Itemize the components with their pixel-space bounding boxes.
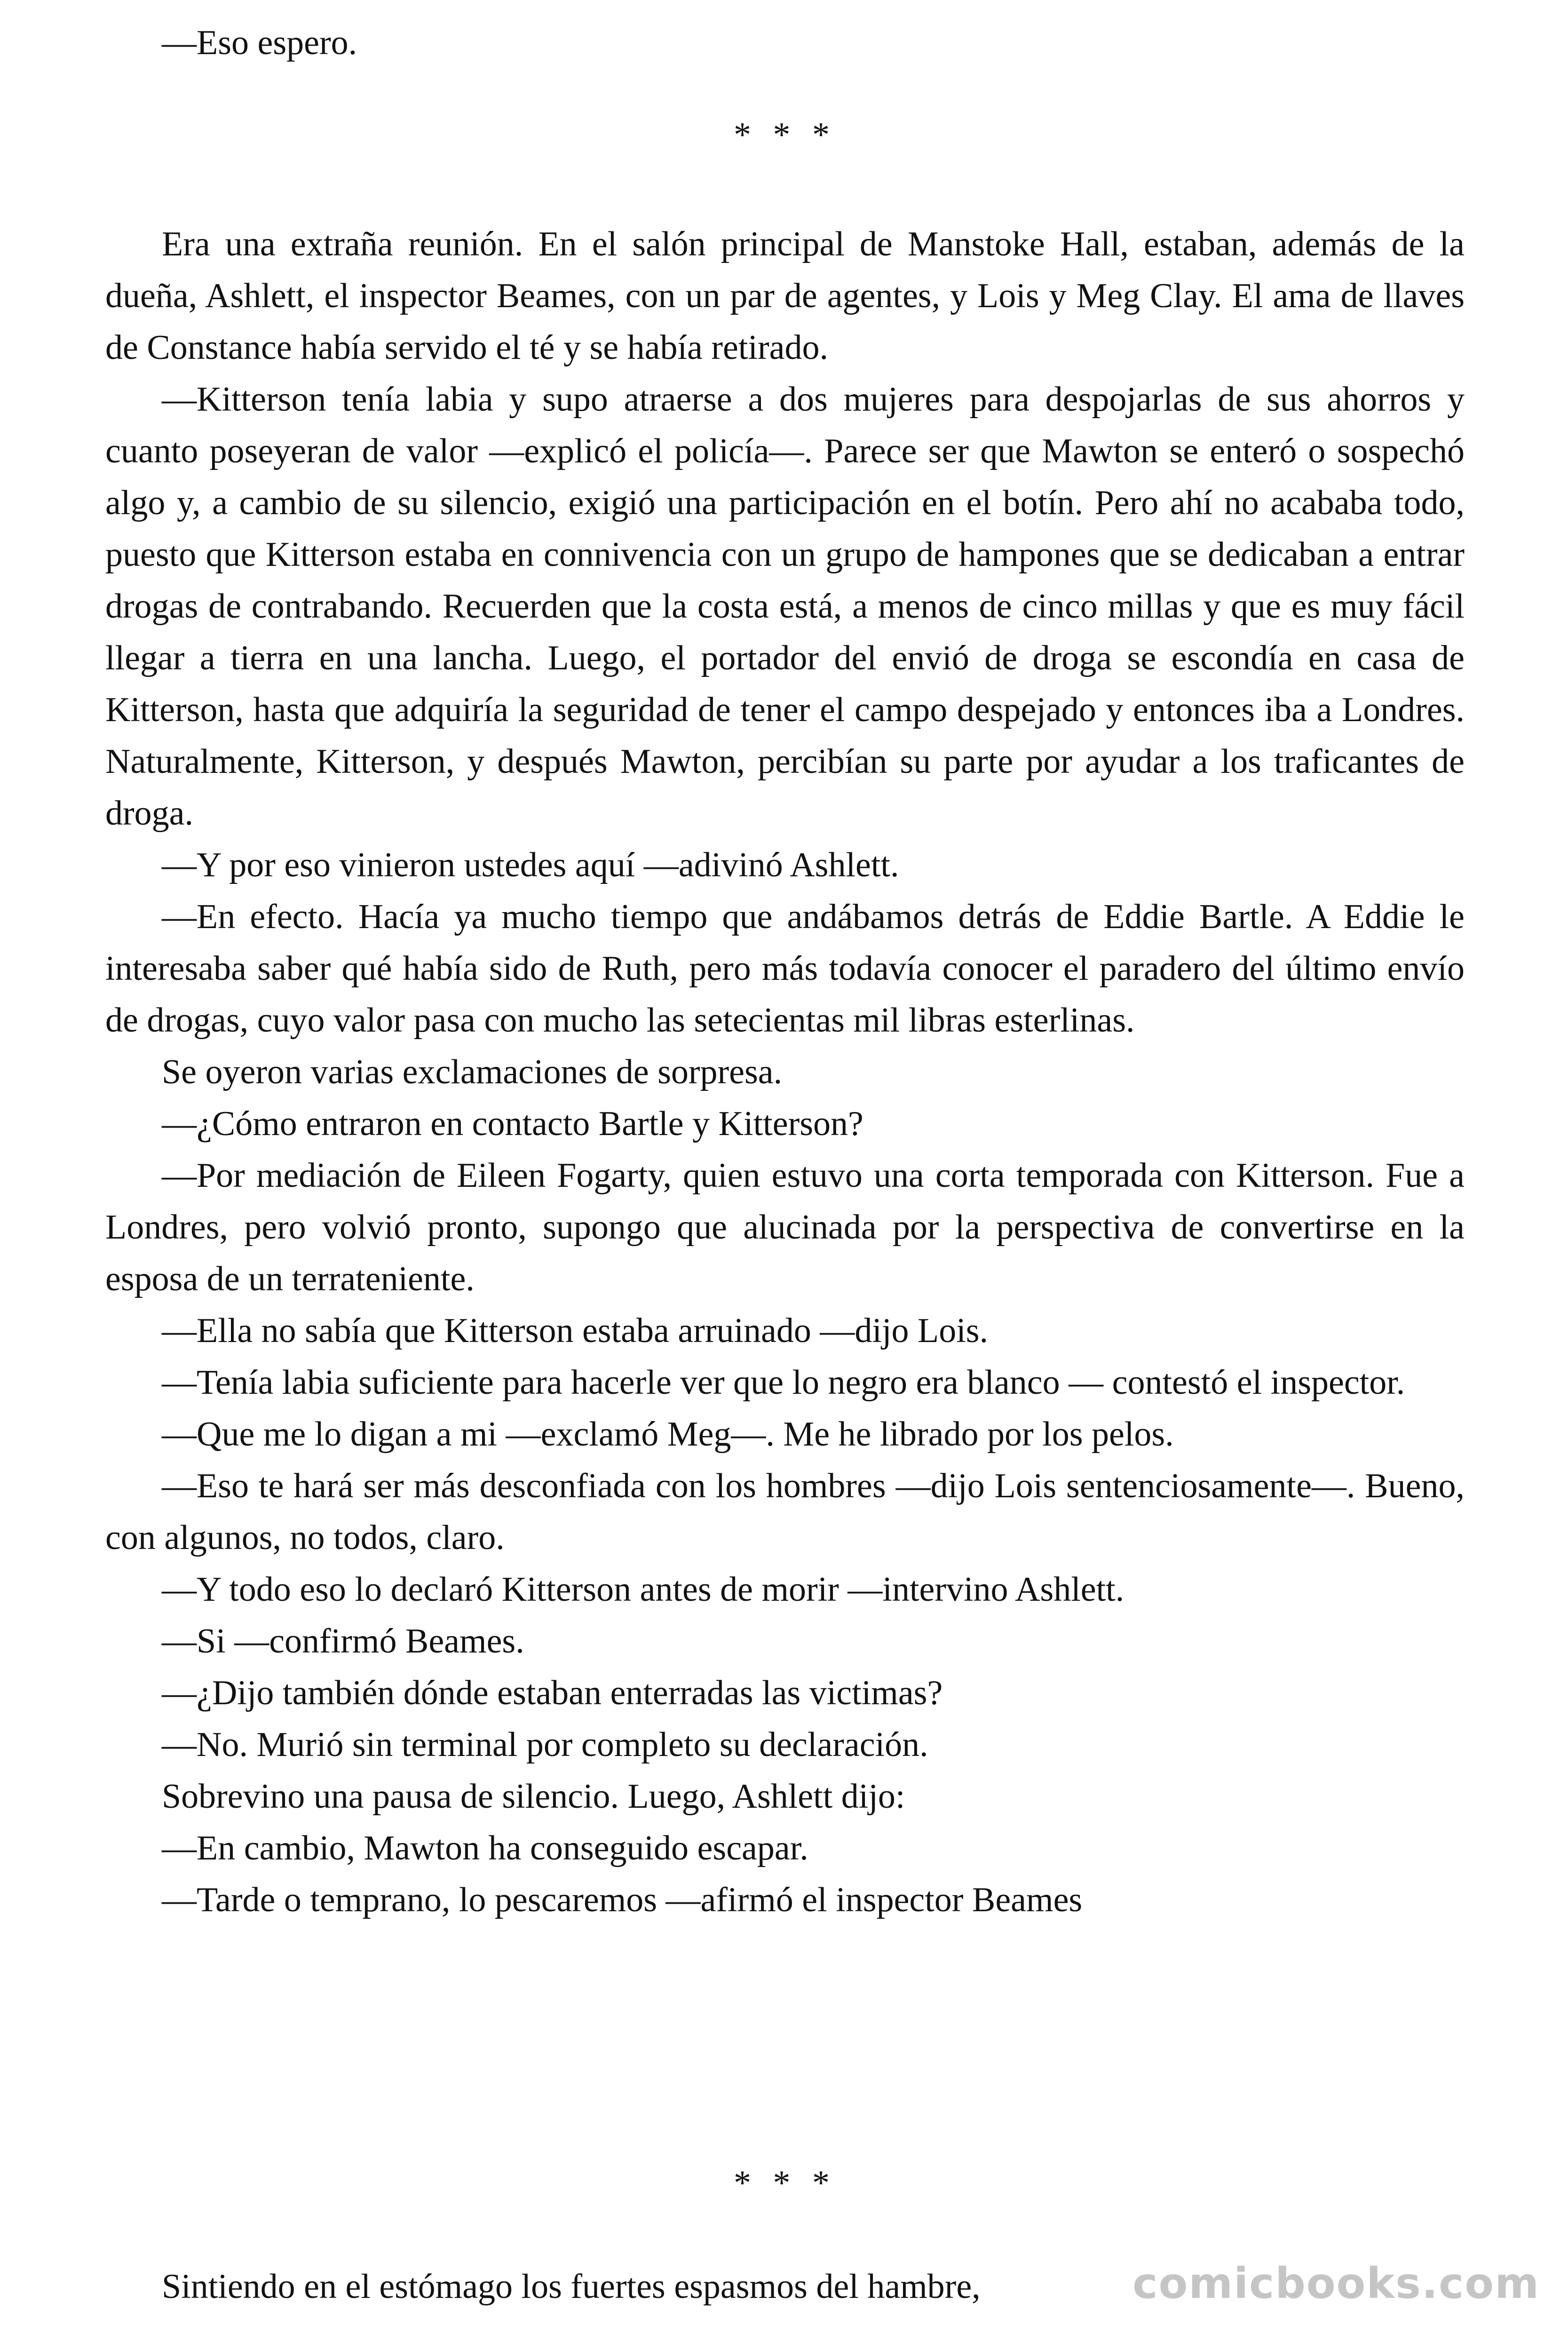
paragraph: —Por mediación de Eileen Fogarty, quien estuvo una corta temporada con Kitterson. Fue a Londres, pero volvió pronto, supongo que alucinada por la perspectiva de convertirse en la esposa de un terrateniente.: [105, 1156, 1465, 1298]
paragraph: —Tarde o temprano, lo pescaremos —afirmó el inspector Beames: [162, 1881, 1083, 1919]
paragraph: —Y todo eso lo declaró Kitterson antes de morir —intervino Ashlett.: [162, 1570, 1125, 1609]
paragraph: —En cambio, Mawton ha conseguido escapar.: [162, 1829, 808, 1867]
watermark: comicbooks.com: [1132, 2259, 1540, 2308]
paragraph: —En efecto. Hacía ya mucho tiempo que andábamos detrás de Eddie Bartle. A Eddie le interesaba saber qué había sido de Ruth, pero más todavía conocer el paradero del último envío de drogas, cuyo valor pasa con mucho las setecientas mil libras esterlinas.: [105, 898, 1465, 1040]
paragraph: —Que me lo digan a mi —exclamó Meg—. Me he librado por los pelos.: [162, 1415, 1174, 1454]
paragraph: —Tenía labia suficiente para hacerle ver que lo negro era blanco — contestó el inspector.: [162, 1363, 1405, 1402]
scene-break: * * *: [734, 2164, 836, 2202]
paragraph: Se oyeron varias exclamaciones de sorpresa.: [162, 1053, 783, 1091]
paragraph: —Y por eso vinieron ustedes aquí —adivinó Ashlett.: [162, 846, 899, 884]
scene-break: * * *: [734, 116, 836, 154]
paragraph: —Eso te hará ser más desconfiada con los hombres —dijo Lois sentenciosamente—. Bueno, con algunos, no todos, claro.: [105, 1467, 1465, 1557]
paragraph: Era una extraña reunión. En el salón principal de Manstoke Hall, estaban, además de la dueña, Ashlett, el inspector Beames, con un par de agentes, y Lois y Meg Clay. El ama de llaves de Constance había servido el té y se había retirado.: [105, 225, 1465, 367]
text-block-top: [105, 17, 1465, 69]
text-block-main: [105, 218, 1465, 1926]
paragraph: Sobrevino una pausa de silencio. Luego, Ashlett dijo:: [162, 1777, 905, 1816]
paragraph: Sintiendo en el estómago los fuertes espasmos del hambre,: [162, 2267, 981, 2306]
paragraph: —Eso espero.: [162, 24, 357, 62]
paragraph: —¿Cómo entraron en contacto Bartle y Kitterson?: [162, 1104, 863, 1143]
paragraph: —¿Dijo también dónde estaban enterradas las victimas?: [162, 1674, 943, 1712]
paragraph: —Ella no sabía que Kitterson estaba arruinado —dijo Lois.: [162, 1311, 989, 1350]
paragraph: —No. Murió sin terminal por completo su declaración.: [162, 1725, 928, 1764]
paragraph: —Si —confirmó Beames.: [162, 1622, 524, 1661]
paragraph: —Kitterson tenía labia y supo atraerse a dos mujeres para despojarlas de sus ahorros y cuanto poseyeran de valor —explicó el policía—. Parece ser que Mawton se enteró o sospechó algo y, a cambio de su silencio, exigió una participación en el botín. Pero ahí no acababa todo, puesto que Kitterson estaba en connivencia con un grupo de hampones que se dedicaban a entrar drogas de contrabando. Recuerden que la costa está, a menos de cinco millas y que es muy fácil llegar a tierra en una lancha. Luego, el portador del envió de droga se escondía en casa de Kitterson, hasta que adquiría la seguridad de tener el campo despejado y entonces iba a Londres. Naturalmente, Kitterson, y después Mawton, percibían su parte por ayudar a los traficantes de droga.: [105, 380, 1465, 833]
